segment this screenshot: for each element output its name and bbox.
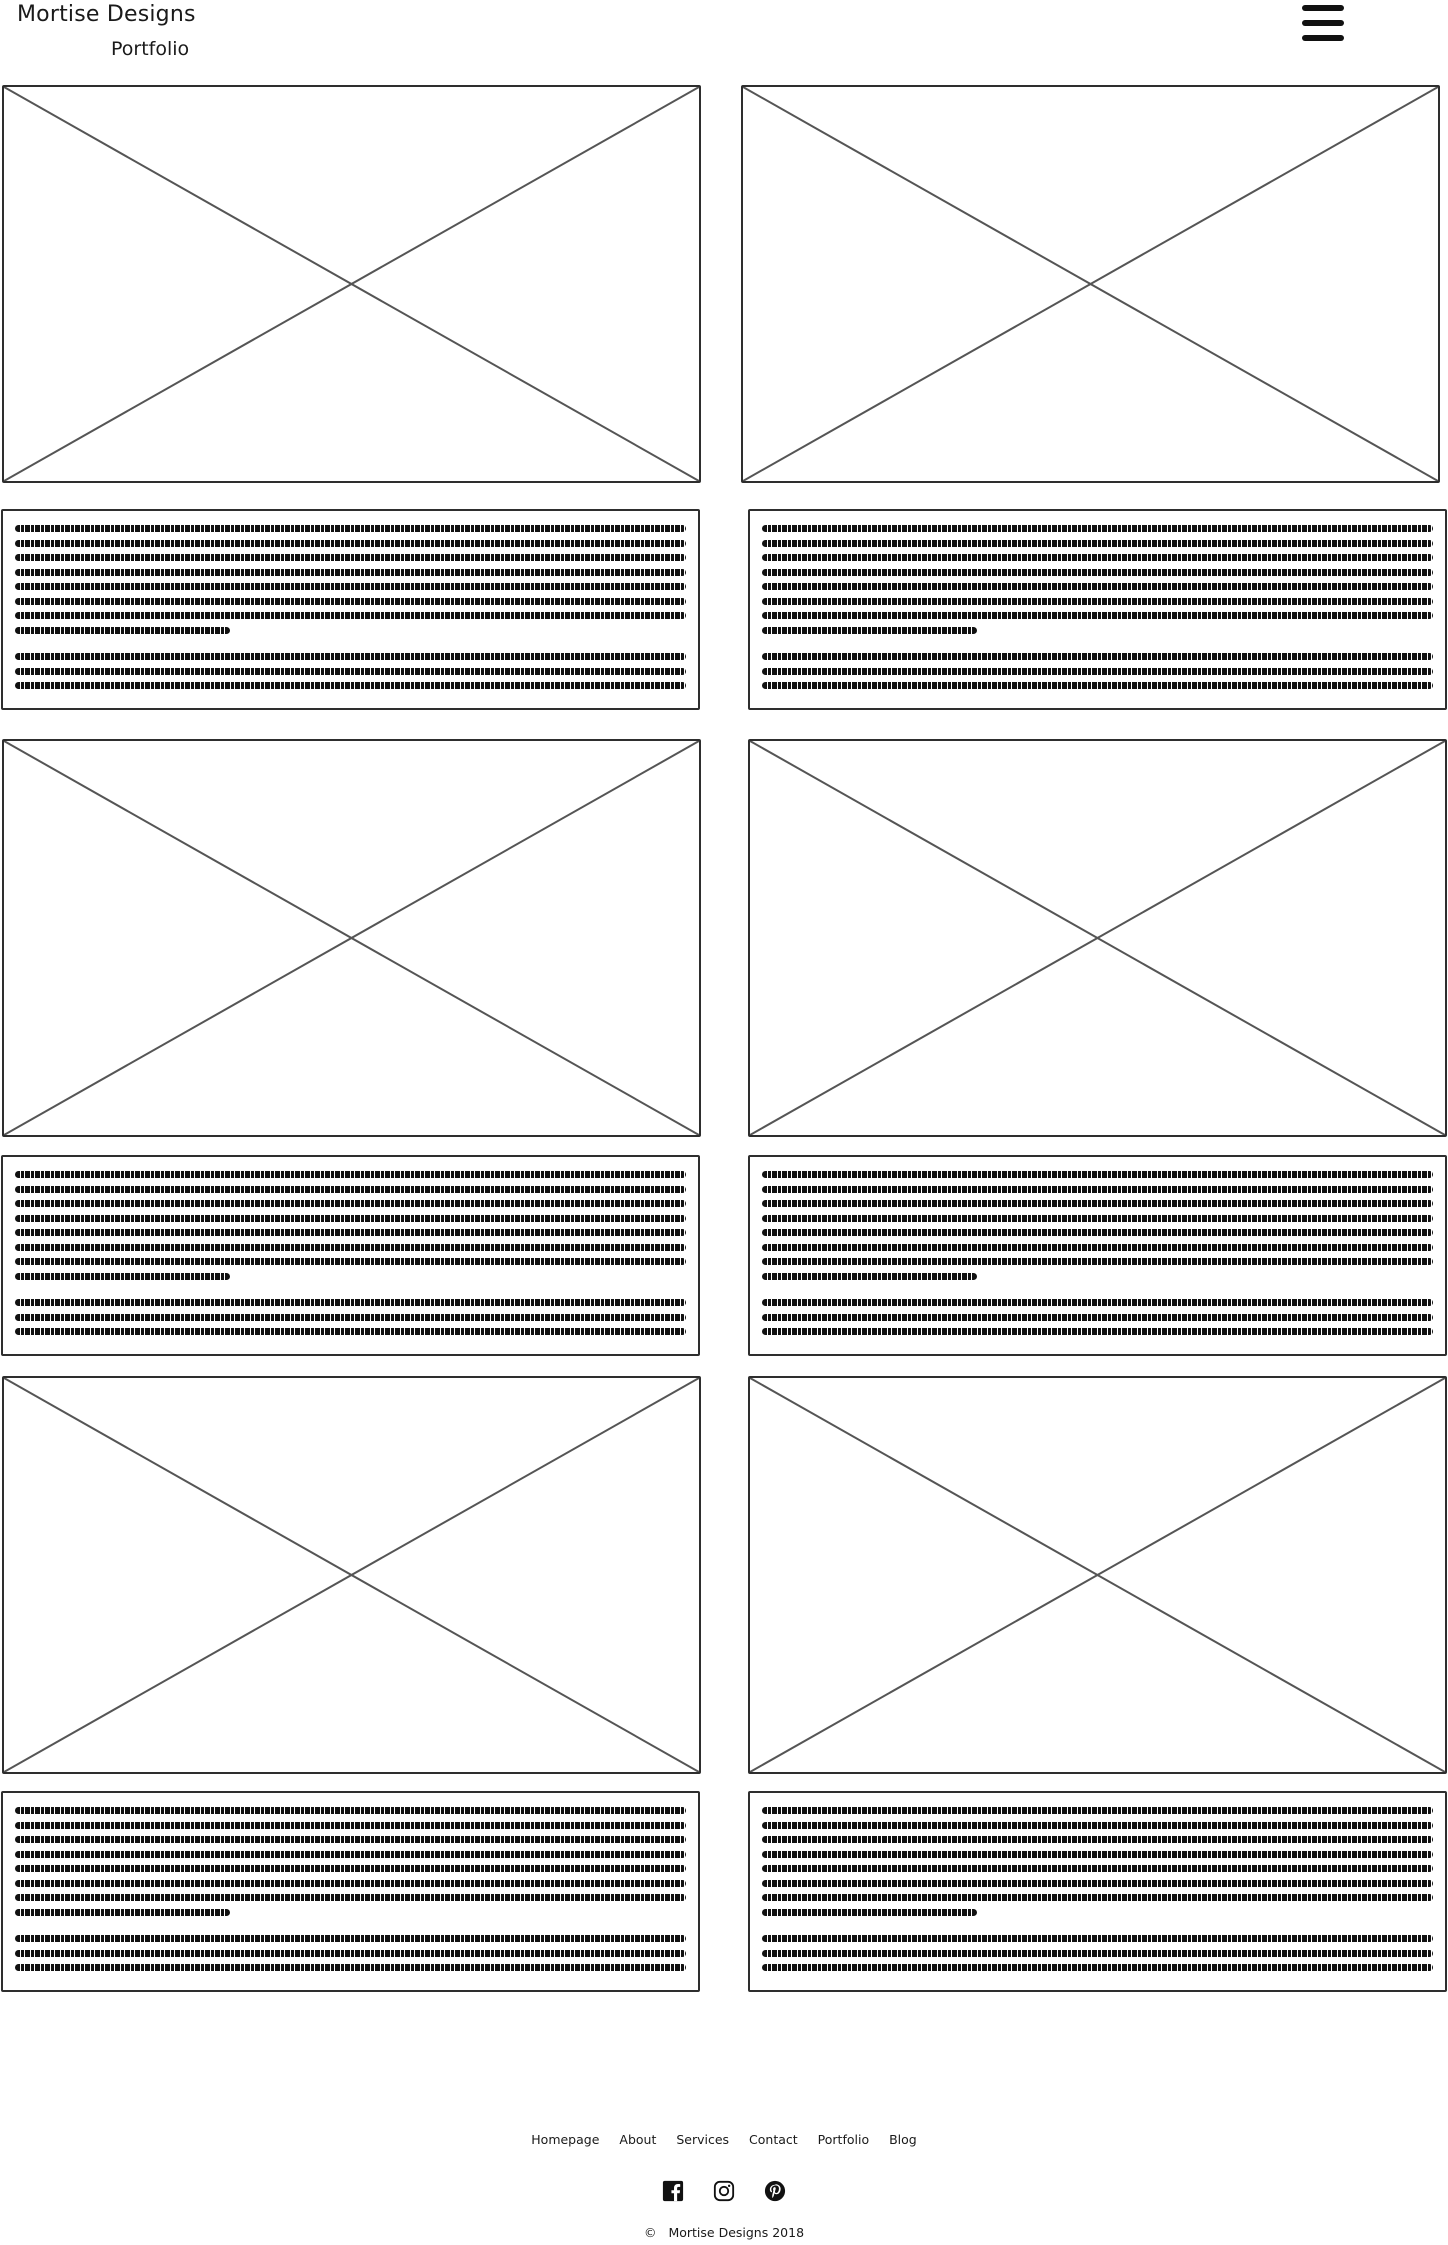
- placeholder-text-line: [762, 653, 1433, 660]
- footer-link-about[interactable]: About: [619, 2132, 657, 2147]
- text-block-2: [748, 509, 1447, 710]
- placeholder-text-line: [762, 1964, 1433, 1971]
- text-block-1: [1, 509, 700, 710]
- placeholder-text-line: [15, 1964, 686, 1971]
- placeholder-text-line: [15, 1865, 686, 1872]
- placeholder-text-line: [15, 525, 686, 532]
- placeholder-text-line: [762, 1200, 1433, 1207]
- placeholder-text-line: [15, 1229, 686, 1236]
- placeholder-text-line: [762, 1215, 1433, 1222]
- brand-logo-text[interactable]: Mortise Designs: [17, 2, 196, 27]
- copyright-icon: ©: [643, 2225, 657, 2240]
- placeholder-text-line: [762, 1244, 1433, 1251]
- placeholder-text-line: [15, 627, 230, 634]
- placeholder-text-line: [762, 1273, 977, 1280]
- placeholder-text-line: [15, 1186, 686, 1193]
- image-placeholder-icon: [4, 741, 699, 1135]
- copyright: [0, 2225, 1448, 2240]
- placeholder-text-line: [762, 682, 1433, 689]
- image-placeholder-icon: [750, 1378, 1445, 1772]
- image-placeholder-5: [2, 1376, 701, 1774]
- page-title: Portfolio: [111, 38, 190, 60]
- placeholder-text-line: [762, 1229, 1433, 1236]
- placeholder-text-line: [15, 1328, 686, 1335]
- placeholder-text-line: [15, 668, 686, 675]
- placeholder-text-line: [762, 1836, 1433, 1843]
- placeholder-text-line: [762, 1909, 977, 1916]
- placeholder-text-line: [762, 1935, 1433, 1942]
- text-block-5: [1, 1791, 700, 1992]
- placeholder-text-line: [15, 554, 686, 561]
- text-block-3: [1, 1155, 700, 1356]
- placeholder-text-line: [15, 598, 686, 605]
- text-block-6: [748, 1791, 1447, 1992]
- placeholder-text-line: [15, 612, 686, 619]
- placeholder-text-line: [762, 1851, 1433, 1858]
- footer-link-blog[interactable]: Blog: [889, 2132, 917, 2147]
- placeholder-text-line: [762, 569, 1433, 576]
- placeholder-text-line: [15, 540, 686, 547]
- placeholder-text-line: [762, 1894, 1433, 1901]
- placeholder-text-line: [762, 1328, 1433, 1335]
- text-block-4: [748, 1155, 1447, 1356]
- placeholder-text-line: [762, 627, 977, 634]
- placeholder-text-line: [15, 1851, 686, 1858]
- placeholder-text-line: [15, 1807, 686, 1814]
- image-placeholder-icon: [4, 1378, 699, 1772]
- placeholder-text-line: [15, 1935, 686, 1942]
- placeholder-text-line: [15, 1909, 230, 1916]
- image-placeholder-3: [2, 739, 701, 1137]
- footer-link-services[interactable]: Services: [676, 2132, 730, 2147]
- placeholder-text-line: [762, 583, 1433, 590]
- placeholder-text-line: [15, 1200, 686, 1207]
- placeholder-text-line: [762, 1880, 1433, 1887]
- copyright-text: Mortise Designs 2018: [668, 2225, 805, 2240]
- footer-link-portfolio[interactable]: Portfolio: [817, 2132, 870, 2147]
- placeholder-text-line: [15, 1258, 686, 1265]
- facebook-icon[interactable]: [662, 2180, 684, 2202]
- placeholder-text-line: [15, 1880, 686, 1887]
- placeholder-text-line: [762, 668, 1433, 675]
- placeholder-text-line: [762, 612, 1433, 619]
- footer-link-homepage[interactable]: Homepage: [531, 2132, 600, 2147]
- placeholder-text-line: [762, 1807, 1433, 1814]
- placeholder-text-line: [15, 682, 686, 689]
- placeholder-text-line: [15, 1950, 686, 1957]
- pinterest-icon[interactable]: [764, 2180, 786, 2202]
- placeholder-text-line: [762, 1299, 1433, 1306]
- placeholder-text-line: [762, 1186, 1433, 1193]
- placeholder-text-line: [762, 1314, 1433, 1321]
- placeholder-text-line: [15, 1299, 686, 1306]
- placeholder-text-line: [15, 569, 686, 576]
- placeholder-text-line: [762, 540, 1433, 547]
- footer-link-contact[interactable]: Contact: [749, 2132, 798, 2147]
- image-placeholder-2: [741, 85, 1440, 483]
- placeholder-text-line: [762, 1171, 1433, 1178]
- image-placeholder-1: [2, 85, 701, 483]
- image-placeholder-icon: [743, 87, 1438, 481]
- placeholder-text-line: [15, 1244, 686, 1251]
- placeholder-text-line: [15, 583, 686, 590]
- image-placeholder-icon: [750, 741, 1445, 1135]
- image-placeholder-4: [748, 739, 1447, 1137]
- placeholder-text-line: [15, 1171, 686, 1178]
- placeholder-text-line: [762, 1822, 1433, 1829]
- footer-nav: [0, 2132, 1448, 2147]
- placeholder-text-line: [762, 1258, 1433, 1265]
- placeholder-text-line: [15, 1273, 230, 1280]
- placeholder-text-line: [762, 1865, 1433, 1872]
- placeholder-text-line: [15, 653, 686, 660]
- placeholder-text-line: [15, 1215, 686, 1222]
- placeholder-text-line: [15, 1314, 686, 1321]
- placeholder-text-line: [15, 1836, 686, 1843]
- image-placeholder-6: [748, 1376, 1447, 1774]
- placeholder-text-line: [762, 1950, 1433, 1957]
- placeholder-text-line: [762, 525, 1433, 532]
- placeholder-text-line: [762, 554, 1433, 561]
- social-links: [0, 2180, 1448, 2202]
- placeholder-text-line: [15, 1894, 686, 1901]
- hamburger-menu-icon[interactable]: [1302, 5, 1344, 43]
- placeholder-text-line: [15, 1822, 686, 1829]
- image-placeholder-icon: [4, 87, 699, 481]
- instagram-icon[interactable]: [713, 2180, 735, 2202]
- placeholder-text-line: [762, 598, 1433, 605]
